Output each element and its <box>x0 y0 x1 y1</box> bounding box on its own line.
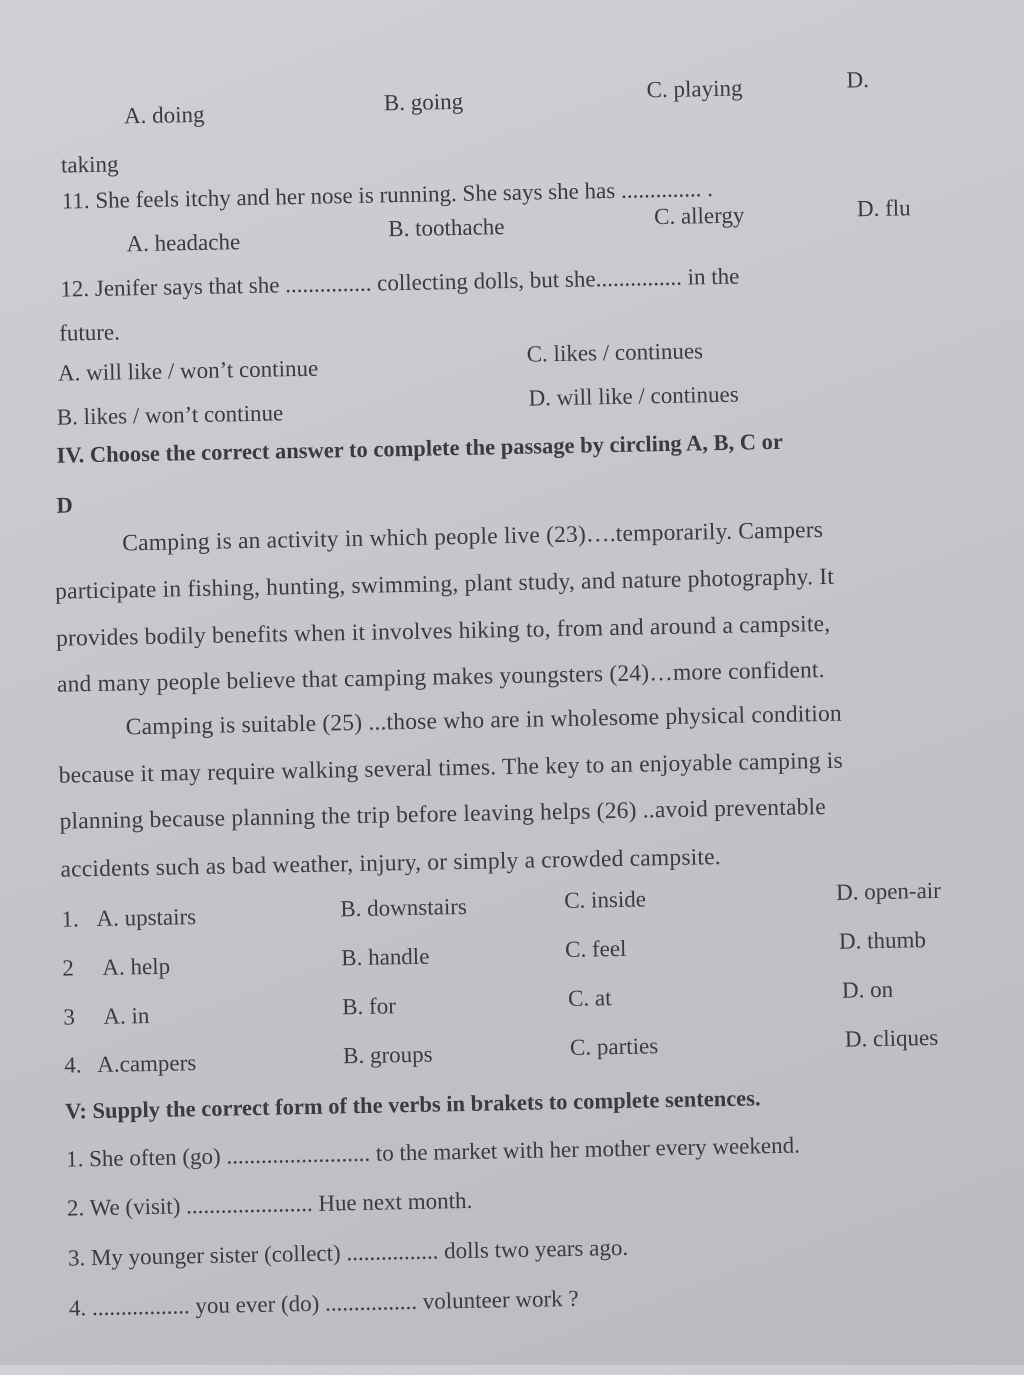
passage-option-b: B. groups <box>342 1041 433 1069</box>
q11-option-a: A. headache <box>126 229 241 257</box>
q12-option-b: B. likes / won’t continue <box>56 400 284 430</box>
passage-option-b: B. downstairs <box>340 893 468 922</box>
q10-option-c: C. playing <box>646 75 743 103</box>
passage-option-number: 4. <box>64 1052 82 1078</box>
passage-line: Camping is suitable (25) ...those who are in wholesome physical condition <box>125 700 843 741</box>
passage-option-d: D. thumb <box>838 927 927 954</box>
passage-option-c: C. at <box>567 985 612 1011</box>
q10-option-a: A. doing <box>123 101 205 129</box>
q12-option-d: D. will like / continues <box>528 381 739 411</box>
passage-line: participate in fishing, hunting, swimming, plant study, and nature photography. It <box>54 563 835 605</box>
passage-line: provides bodily benefits when it involves hiking to, from and around a campsite, <box>55 610 831 652</box>
passage-option-c: C. parties <box>569 1033 659 1060</box>
q11-option-d: D. flu <box>856 195 911 222</box>
passage-line: planning because planning the trip before leaving helps (26) ..avoid preventable <box>59 793 827 835</box>
passage-option-d: D. open-air <box>835 877 942 905</box>
section-5-item: 4. ................. you ever (do) ................ volunteer work ? <box>68 1285 579 1321</box>
q11-option-c: C. allergy <box>653 202 745 230</box>
section-5-item: 2. We (visit) ...................... Hue next month. <box>66 1187 473 1221</box>
passage-option-a: A. in <box>103 1003 150 1029</box>
passage-line: accidents such as bad weather, injury, or simply a crowded campsite. <box>60 844 722 883</box>
q11-option-b: B. toothache <box>388 214 505 242</box>
passage-option-a: A.campers <box>97 1050 197 1078</box>
passage-line: because it may require walking several times. The key to an enjoyable camping is <box>58 747 844 789</box>
q10-option-d: D. <box>846 67 870 93</box>
section-5-item: 1. She often (go) ......................... to the market with her mother every weekend. <box>65 1132 801 1172</box>
q10-option-d-cont: taking <box>60 151 119 178</box>
passage-option-d: D. on <box>841 976 894 1003</box>
passage-option-a: A. help <box>102 953 171 980</box>
q12-option-a: A. will like / won’t continue <box>57 355 319 386</box>
q12-option-c: C. likes / continues <box>526 338 704 367</box>
section-4-heading: IV. Choose the correct answer to complete the passage by circling A, B, C or <box>56 428 784 468</box>
passage-option-c: C. feel <box>564 935 627 963</box>
passage-line: and many people believe that camping makes youngsters (24)…more confident. <box>56 656 825 698</box>
passage-option-d: D. cliques <box>844 1024 939 1052</box>
passage-option-c: C. inside <box>563 886 647 914</box>
passage-option-a: A. upstairs <box>96 904 197 932</box>
section-5-item: 3. My younger sister (collect) ................ dolls two years ago. <box>67 1234 629 1271</box>
passage-option-b: B. for <box>341 993 397 1020</box>
passage-option-number: 1. <box>61 906 79 932</box>
passage-option-number: 3 <box>63 1004 76 1030</box>
q11-question: 11. She feels itchy and her nose is running. She says she has .............. . <box>61 176 714 214</box>
q12-question: 12. Jenifer says that she ............... collecting dolls, but she............... in the <box>60 263 740 302</box>
section-4-heading-cont: D <box>56 492 73 518</box>
section-5-heading: V: Supply the correct form of the verbs in brakets to complete sentences. <box>64 1085 761 1124</box>
passage-line: Camping is an activity in which people live (23)….temporarily. Campers <box>122 517 824 557</box>
passage-option-b: B. handle <box>341 943 430 971</box>
passage-option-number: 2 <box>62 955 75 981</box>
q10-option-b: B. going <box>383 88 464 116</box>
q12-question-cont: future. <box>58 319 121 346</box>
